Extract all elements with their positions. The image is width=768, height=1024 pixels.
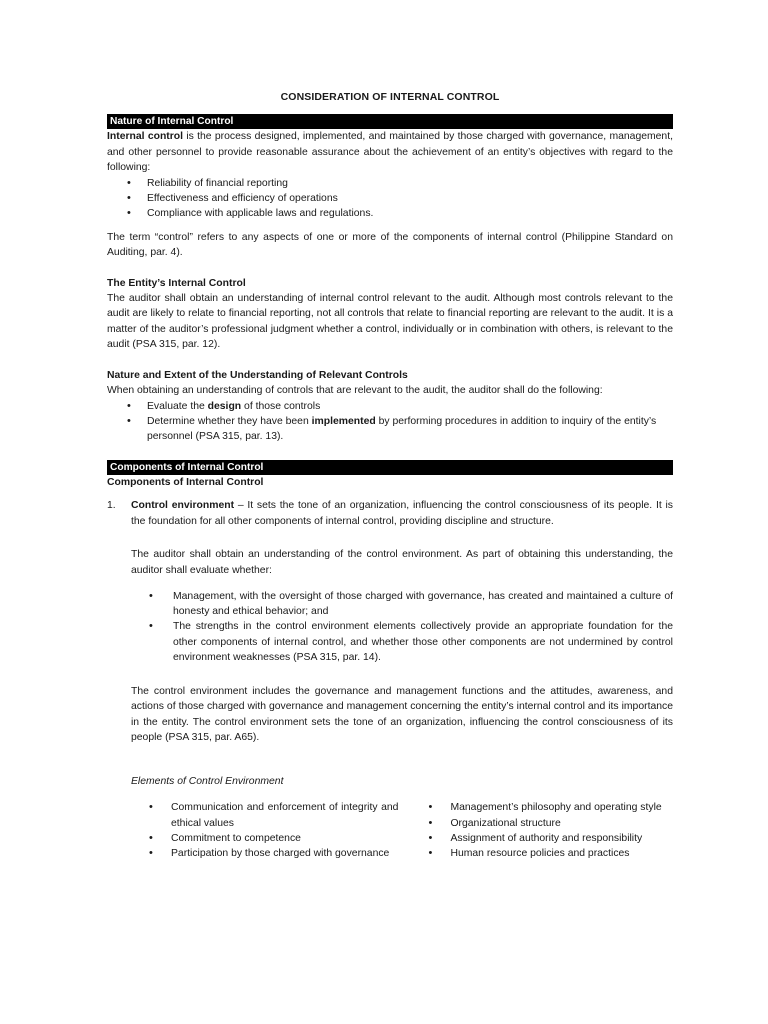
evaluation-list (107, 589, 673, 666)
list-item: • Management’s philosophy and operating style (428, 800, 673, 815)
control-term-paragraph: The term “control” refers to any aspects of one or more of the components of internal control (Philippine Standard on Auditing, par. 4). (107, 231, 673, 259)
item-body: Control environment – It sets the tone of an organization, influencing the control consciousness of its people. It is the foundation for all other components of internal control, providing discipline and structure. (131, 500, 673, 527)
list-item: • Management, with the oversight of those charged with governance, has created and maintained a culture of honesty and ethical behavior; and (149, 589, 673, 620)
extent-paragraph: When obtaining an understanding of controls that are relevant to the audit, the auditor shall do the following: (107, 385, 603, 397)
list-item: • Determine whether they have been implemented by performing procedures in addition to inquiry of the entity’s personnel (PSA 315, par. 13). (127, 414, 673, 445)
numbered-item-control-environment (107, 498, 673, 529)
item-number: 1. (107, 500, 116, 512)
elements-left-column (131, 800, 398, 862)
list-item: • Evaluate the design of those controls (127, 399, 673, 414)
list-item: • Assignment of authority and responsibility (428, 831, 673, 846)
elements-heading: Elements of Control Environment (131, 776, 284, 788)
list-item: • Participation by those charged with governance (149, 846, 398, 861)
list-item: • Organizational structure (428, 816, 673, 831)
elements-right-column (398, 800, 673, 862)
internal-control-definition (107, 129, 673, 175)
elements-columns (107, 800, 673, 862)
extent-heading: Nature and Extent of the Understanding of Relevant Controls (107, 369, 408, 381)
control-environment-term: Control environment (131, 500, 235, 512)
entity-control-paragraph: The auditor shall obtain an understanding of internal control relevant to the audit. Although most controls relevant to the audit are likely to relate to financial reporting, not all controls that relate to financial reporting are relevant to the audit. It is a matter of the auditor’s professional judgment whether a control, individually or in combination with others, is relevant to the audit (PSA 315, par. 12). (107, 293, 673, 351)
list-item: • Human resource policies and practices (428, 846, 673, 861)
section-header-components: Components of Internal Control (107, 460, 673, 475)
list-item: • Commitment to competence (149, 831, 398, 846)
document-title: CONSIDERATION OF INTERNAL CONTROL (280, 91, 500, 103)
list-item: • Reliability of financial reporting (127, 176, 673, 191)
internal-control-definition-text: is the process designed, implemented, and maintained by those charged with governance, management, and other personnel to provide reasonable assurance about the achievement of an entity’s objectives with regard to the following: (107, 131, 673, 174)
components-subheading: Components of Internal Control (107, 476, 264, 488)
auditor-evaluation-paragraph: The auditor shall obtain an understanding of the control environment. As part of obtaining this understanding, the auditor shall evaluate whether: (131, 549, 673, 576)
extent-list (107, 399, 673, 445)
section-header-nature: Nature of Internal Control (107, 114, 673, 129)
list-item: • Communication and enforcement of integrity and ethical values (149, 800, 398, 831)
list-item: • Effectiveness and efficiency of operations (127, 191, 673, 206)
internal-control-term: Internal control (107, 131, 184, 143)
list-item: • The strengths in the control environment elements collectively provide an appropriate foundation for the other components of internal control, and whether those other components are not undermined by control environment weaknesses (PSA 315, par. 14). (149, 619, 673, 665)
control-environment-includes-paragraph: The control environment includes the governance and management functions and the attitudes, awareness, and actions of those charged with governance and management concerning the entity’s internal control and its importance in the entity. The control environment sets the tone of an organization, influencing the control consciousness of its people (PSA 315, par. A65). (131, 685, 673, 744)
objectives-list (107, 176, 673, 222)
document-content (107, 86, 673, 862)
list-item: • Compliance with applicable laws and regulations. (127, 206, 673, 221)
entity-control-heading: The Entity’s Internal Control (107, 277, 246, 289)
